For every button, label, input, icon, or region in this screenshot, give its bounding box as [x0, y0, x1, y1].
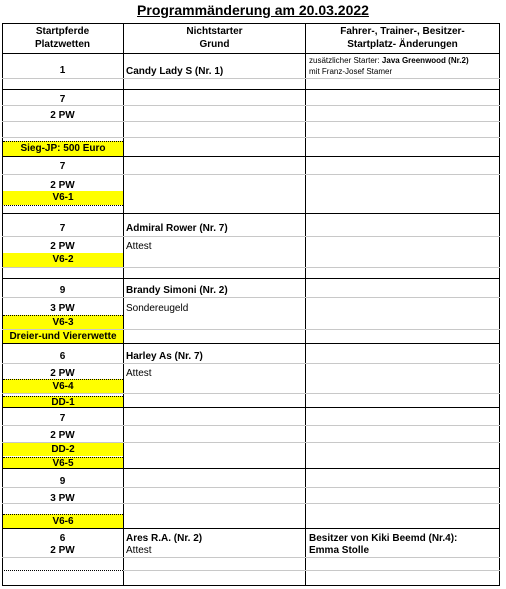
row5-trifecta-badge: Dreier-und Viererwette [3, 329, 123, 344]
row6-grid-1 [2, 363, 500, 364]
header-nonstarter-line1: Nichtstarter [186, 26, 243, 37]
header-changes-line1: Fahrer-, Trainer-, Besitzer- [340, 26, 465, 37]
table-border-top [2, 23, 500, 24]
row6-grid-2 [2, 393, 500, 394]
row7-grid-1 [2, 425, 500, 426]
row-divider-6 [2, 407, 500, 408]
row2-jackpot-badge: Sieg-JP: 500 Euro [3, 141, 123, 156]
header-starters-line2: Platzwetten [34, 39, 90, 50]
row9-dotted [2, 570, 123, 571]
column-divider-1 [123, 23, 124, 586]
row1-change [309, 56, 499, 66]
row9-nonstarter: Ares R.A. (Nr. 2) [126, 533, 203, 544]
row3-starters: 7 [59, 161, 66, 172]
table-border-right [499, 23, 500, 586]
row-divider-7 [2, 468, 500, 469]
row5-grid-1 [2, 297, 500, 298]
header-nonstarter-line2: Grund [199, 39, 230, 50]
row5-starters: 9 [59, 285, 66, 296]
row-divider-5 [2, 343, 500, 344]
row1-change-prefix: zusätzlicher Starter: [309, 56, 382, 65]
row6-v6-badge: V6-4 [3, 379, 123, 394]
row4-nonstarter: Admiral Rower (Nr. 7) [126, 223, 228, 234]
column-divider-2 [305, 23, 306, 586]
header-changes-line2: Startplatz- Änderungen [347, 39, 458, 50]
row5-v6-badge: V6-3 [3, 315, 123, 330]
row1-grid [2, 78, 500, 79]
row1-change-horse: Java Greenwood (Nr.2) [381, 56, 469, 65]
row3-v6-badge: V6-1 [3, 191, 123, 205]
row5-nonstarter: Brandy Simoni (Nr. 2) [126, 285, 228, 296]
row9-grid-1 [2, 557, 500, 558]
row4-v6-badge: V6-2 [3, 253, 123, 267]
row3-dotted [2, 205, 123, 206]
row1-starters: 1 [59, 65, 66, 76]
row2-place-bets: 2 PW [50, 110, 75, 121]
row5-reason: Sondereugeld [126, 303, 189, 314]
row7-v6-badge: V6-5 [3, 457, 123, 469]
row8-starters: 9 [59, 476, 66, 487]
row6-nonstarter: Harley As (Nr. 7) [126, 351, 203, 362]
row4-grid-1 [2, 236, 500, 237]
row8-place-bets: 3 PW [50, 493, 75, 504]
row2-grid-1 [2, 105, 500, 106]
row9-reason: Attest [126, 545, 152, 556]
row5-place-bets: 3 PW [50, 303, 75, 314]
row4-reason: Attest [126, 241, 152, 252]
table-border-bottom [2, 585, 500, 586]
header-nonstarter [124, 25, 305, 51]
row2-grid-2 [2, 121, 500, 122]
row9-change: Besitzer von Kiki Beemd (Nr.4): [309, 533, 458, 544]
header-starters-line1: Startpferde [35, 26, 90, 37]
row6-place-bets: 2 PW [50, 368, 75, 379]
row-divider-8 [2, 528, 500, 529]
row6-reason: Attest [126, 368, 152, 379]
row7-dd-badge: DD-2 [3, 443, 123, 456]
row7-place-bets: 2 PW [50, 430, 75, 441]
row3-grid-1 [2, 174, 500, 175]
row9-grid-2 [123, 570, 500, 571]
row6-dd-badge: DD-1 [3, 396, 123, 408]
row-divider-2 [2, 156, 500, 157]
header-changes [306, 25, 499, 51]
row2-grid-3 [2, 137, 500, 138]
row1-change-line2: mit Franz-Josef Stamer [309, 67, 393, 76]
row4-place-bets: 2 PW [50, 241, 75, 252]
row9-place-bets: 2 PW [50, 545, 75, 556]
row7-starters: 7 [59, 413, 66, 424]
row-divider-4 [2, 278, 500, 279]
row4-starters: 7 [59, 223, 66, 234]
row5-grid-2 [2, 329, 500, 330]
row9-change-line2: Emma Stolle [309, 545, 370, 556]
program-change-table [2, 23, 500, 586]
header-starters [2, 25, 123, 51]
row4-grid-2 [2, 267, 500, 268]
row1-nonstarter: Candy Lady S (Nr. 1) [126, 66, 224, 77]
row8-grid-1 [2, 487, 500, 488]
row8-v6-badge: V6-6 [3, 514, 123, 528]
row8-grid-2 [2, 503, 500, 504]
header-divider [2, 53, 500, 54]
row3-place-bets: 2 PW [50, 180, 75, 191]
row9-starters: 6 [59, 533, 66, 544]
row2-starters: 7 [59, 94, 66, 105]
row-divider-3 [2, 213, 500, 214]
row-divider-1 [2, 89, 500, 90]
row6-starters: 6 [59, 351, 66, 362]
page-title: Programmänderung am 20.03.2022 [137, 2, 369, 18]
